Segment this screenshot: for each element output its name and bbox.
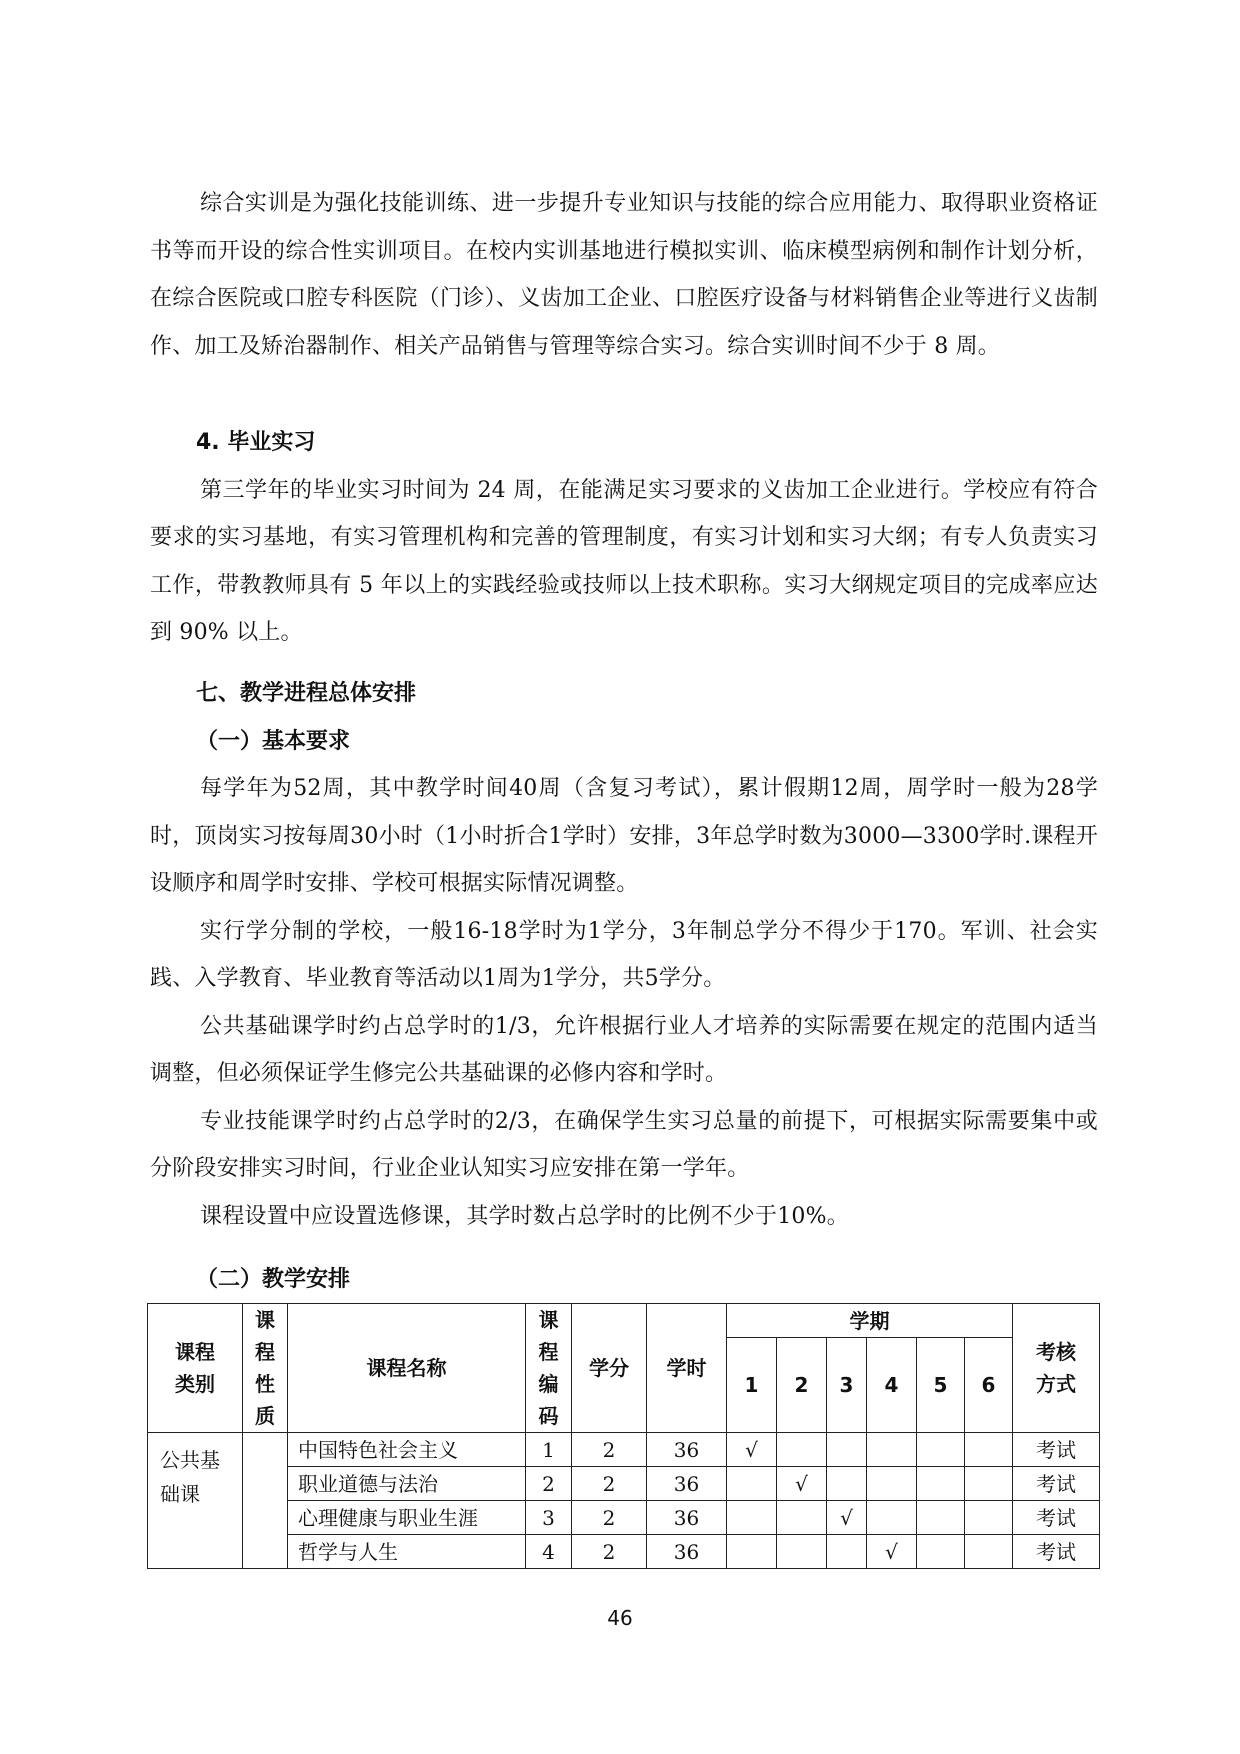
hours-cell: 36 [647, 1535, 727, 1569]
semester-cell [727, 1501, 777, 1535]
semester-cell [727, 1467, 777, 1501]
paragraph: 课程设置中应设置选修课，其学时数占总学时的比例不少于10%。 [200, 1203, 849, 1229]
header-semester-2: 2 [777, 1338, 827, 1433]
course-name-cell: 职业道德与法治 [288, 1467, 526, 1501]
section-comprehensive-training [150, 180, 1098, 370]
credits-cell: 2 [572, 1467, 647, 1501]
header-hours: 学时 [647, 1304, 727, 1433]
semester-cell [777, 1535, 827, 1569]
paragraph: 公共基础课学时约占总学时的1/3，允许根据行业人才培养的实际需要在规定的范围内适当调整，但必须保证学生修完公共基础课的必修内容和学时。 [150, 1013, 1098, 1086]
header-course-nature: 课程性质 [243, 1304, 288, 1433]
course-name-cell: 中国特色社会主义 [288, 1433, 526, 1467]
course-table [147, 1303, 1100, 1569]
course-code-cell: 2 [526, 1467, 572, 1501]
course-code-cell: 1 [526, 1433, 572, 1467]
section-graduation-internship [150, 419, 1098, 657]
assessment-cell: 考试 [1013, 1535, 1100, 1569]
section-teaching-schedule [150, 670, 1098, 1240]
page-number: 46 [607, 1606, 633, 1630]
header-semester-4: 4 [867, 1338, 917, 1433]
course-code-cell: 3 [526, 1501, 572, 1535]
header-semester-1: 1 [727, 1338, 777, 1433]
paragraph: 第三学年的毕业实习时间为 24 周，在能满足实习要求的义齿加工企业进行。学校应有符合要求的实习基地，有实习管理机构和完善的管理制度，有实习计划和实习大纲；有专人负责实习工作，带教教师具有 5 年以上的实践经验或技师以上技术职称。实习大纲规定项目的完成率应达到 90% 以上。 [150, 477, 1098, 645]
table-row [148, 1467, 1100, 1501]
nature-cell [243, 1433, 288, 1569]
header-semester-6: 6 [965, 1338, 1013, 1433]
semester-cell [727, 1433, 777, 1467]
header-credits: 学分 [572, 1304, 647, 1433]
credits-cell: 2 [572, 1433, 647, 1467]
table-row [148, 1535, 1100, 1569]
table-row [148, 1501, 1100, 1535]
assessment-cell: 考试 [1013, 1467, 1100, 1501]
semester-cell [917, 1501, 965, 1535]
check-mark-icon: √ [795, 1471, 808, 1496]
hours-cell: 36 [647, 1467, 727, 1501]
check-mark-icon: √ [840, 1505, 853, 1530]
semester-cell [867, 1467, 917, 1501]
semester-cell [965, 1467, 1013, 1501]
subsection-heading: （一）基本要求 [196, 728, 351, 754]
course-name-cell: 心理健康与职业生涯 [288, 1501, 526, 1535]
paragraph: 专业技能课学时约占总学时的2/3，在确保学生实习总量的前提下，可根据实际需要集中或分阶段安排实习时间，行业企业认知实习应安排在第一学年。 [150, 1108, 1098, 1181]
semester-cell [777, 1433, 827, 1467]
semester-cell [827, 1433, 867, 1467]
header-semester: 学期 [727, 1304, 1013, 1338]
semester-cell [965, 1535, 1013, 1569]
course-code-cell: 4 [526, 1535, 572, 1569]
paragraph: 每学年为52周，其中教学时间40周（含复习考试），累计假期12周，周学时一般为28学时，顶岗实习按每周30小时（1小时折合1学时）安排，3年总学时数为3000—3300学时.课程开设顺序和周学时安排、学校可根据实际情况调整。 [150, 776, 1098, 896]
header-course-category: 课程类别 [148, 1304, 243, 1433]
header-semester-3: 3 [827, 1338, 867, 1433]
course-name-cell: 哲学与人生 [288, 1535, 526, 1569]
semester-cell [867, 1501, 917, 1535]
assessment-cell: 考试 [1013, 1501, 1100, 1535]
hours-cell: 36 [647, 1501, 727, 1535]
semester-cell [867, 1433, 917, 1467]
subsection-heading: （二）教学安排 [196, 1267, 351, 1292]
hours-cell: 36 [647, 1433, 727, 1467]
check-mark-icon: √ [745, 1437, 758, 1462]
header-course-code: 课程编码 [526, 1304, 572, 1433]
semester-cell [867, 1535, 917, 1569]
header-assessment: 考核方式 [1013, 1304, 1100, 1433]
semester-cell [917, 1467, 965, 1501]
check-mark-icon: √ [885, 1539, 898, 1564]
credits-cell: 2 [572, 1501, 647, 1535]
section-teaching-arrangement [150, 1256, 1098, 1304]
paragraph: 实行学分制的学校，一般16-18学时为1学分，3年制总学分不得少于170。军训、社会实践、入学教育、毕业教育等活动以1周为1学分，共5学分。 [150, 918, 1098, 991]
semester-cell [917, 1535, 965, 1569]
semester-cell [777, 1501, 827, 1535]
paragraph: 综合实训是为强化技能训练、进一步提升专业知识与技能的综合应用能力、取得职业资格证书等而开设的综合性实训项目。在校内实训基地进行模拟实训、临床模型病例和制作计划分析，在综合医院或口腔专科医院（门诊）、义齿加工企业、口腔医疗设备与材料销售企业等进行义齿制作、加工及矫治器制作、相关产品销售与管理等综合实习。综合实训时间不少于 8 周。 [150, 191, 1098, 359]
semester-cell [827, 1467, 867, 1501]
chapter-heading: 七、教学进程总体安排 [196, 681, 417, 706]
credits-cell: 2 [572, 1535, 647, 1569]
header-semester-5: 5 [917, 1338, 965, 1433]
category-cell: 公共基础课 [148, 1433, 243, 1569]
semester-cell [777, 1467, 827, 1501]
semester-cell [827, 1535, 867, 1569]
semester-cell [965, 1433, 1013, 1467]
table-header-row [148, 1304, 1100, 1338]
section-heading: 4. 毕业实习 [196, 430, 316, 455]
semester-cell [917, 1433, 965, 1467]
semester-cell [827, 1501, 867, 1535]
table-row [148, 1433, 1100, 1467]
semester-cell [965, 1501, 1013, 1535]
header-course-name: 课程名称 [288, 1304, 526, 1433]
semester-cell [727, 1535, 777, 1569]
assessment-cell: 考试 [1013, 1433, 1100, 1467]
